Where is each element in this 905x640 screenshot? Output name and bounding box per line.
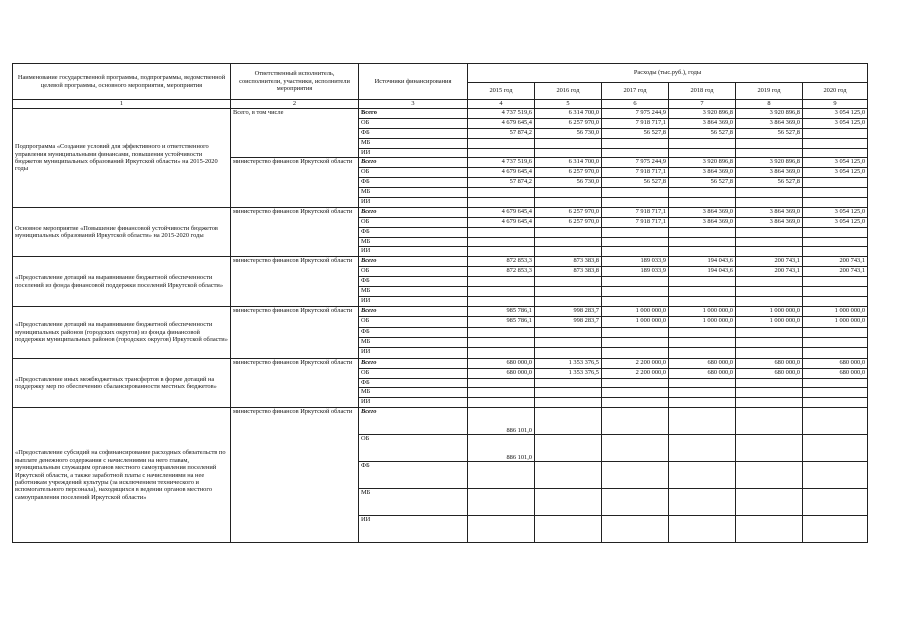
expense-value: [602, 247, 669, 257]
expense-value: 985 786,1: [468, 317, 535, 327]
expense-value: [468, 237, 535, 247]
expense-value: [535, 247, 602, 257]
expense-value: [602, 287, 669, 297]
expense-value: [602, 378, 669, 388]
table-row: [13, 306, 868, 316]
expense-value: 1 000 000,0: [803, 306, 868, 316]
header-year: 2017 год: [602, 83, 669, 100]
expense-value: 3 864 369,0: [669, 217, 736, 227]
expense-value: 1 000 000,0: [669, 306, 736, 316]
executor-name: министерство финансов Иркутской области: [231, 158, 359, 207]
expense-value: [736, 378, 803, 388]
expense-value: [535, 327, 602, 337]
header-year: 2020 год: [803, 83, 868, 100]
expense-value: 3 054 125,0: [803, 109, 868, 119]
expense-value: 1 000 000,0: [736, 306, 803, 316]
column-number: 1: [13, 100, 231, 109]
expense-value: 680 000,0: [468, 358, 535, 368]
expense-value: [803, 227, 868, 237]
expense-value: 680 000,0: [468, 368, 535, 378]
expense-value: 194 043,6: [669, 257, 736, 267]
table-row: [13, 257, 868, 267]
header-year: 2019 год: [736, 83, 803, 100]
expense-value: [535, 398, 602, 408]
expense-value: [602, 489, 669, 516]
expense-value: [669, 198, 736, 208]
funding-source: Всего: [359, 109, 468, 119]
expense-value: 6 314 700,0: [535, 109, 602, 119]
funding-source: ФБ: [359, 462, 468, 489]
expense-value: [535, 287, 602, 297]
expense-value: 4 679 645,4: [468, 217, 535, 227]
expense-value: [468, 247, 535, 257]
executor-name: министерство финансов Иркутской области: [231, 408, 359, 543]
expense-value: [468, 398, 535, 408]
expense-value: [468, 148, 535, 158]
expense-value: [535, 188, 602, 198]
funding-source: ОБ: [359, 168, 468, 178]
header-year: 2015 год: [468, 83, 535, 100]
funding-source: ОБ: [359, 368, 468, 378]
funding-source: Всего: [359, 257, 468, 267]
expense-value: [669, 327, 736, 337]
expense-value: [803, 398, 868, 408]
expense-value: [468, 516, 535, 543]
expense-value: [736, 247, 803, 257]
executor-name: министерство финансов Иркутской области: [231, 306, 359, 358]
table-row: [13, 207, 868, 217]
expense-value: [669, 287, 736, 297]
expense-value: [602, 237, 669, 247]
funding-source: ИИ: [359, 348, 468, 358]
column-number: 7: [669, 100, 736, 109]
expense-value: 680 000,0: [736, 358, 803, 368]
funding-source: ИИ: [359, 148, 468, 158]
expense-value: 3 864 369,0: [736, 168, 803, 178]
expense-value: [468, 198, 535, 208]
expense-value: 1 000 000,0: [602, 317, 669, 327]
expense-value: 998 283,7: [535, 317, 602, 327]
expense-value: 189 033,9: [602, 267, 669, 277]
funding-source: МБ: [359, 237, 468, 247]
expense-value: [736, 296, 803, 306]
column-number: 6: [602, 100, 669, 109]
expense-value: [803, 296, 868, 306]
expense-value: 194 043,6: [669, 267, 736, 277]
funding-source: ФБ: [359, 178, 468, 188]
funding-source: МБ: [359, 489, 468, 516]
expense-value: [468, 138, 535, 148]
expense-value: 985 786,1: [468, 306, 535, 316]
funding-source: ИИ: [359, 198, 468, 208]
expense-value: 7 918 717,1: [602, 217, 669, 227]
expense-value: [803, 462, 868, 489]
table-row: [13, 408, 868, 435]
expense-value: 200 743,1: [736, 267, 803, 277]
expense-value: [468, 287, 535, 297]
expense-value: 7 918 717,1: [602, 168, 669, 178]
expense-value: 56 527,8: [736, 178, 803, 188]
expense-value: [803, 408, 868, 435]
expense-value: [736, 277, 803, 287]
expense-value: [535, 435, 602, 462]
expense-value: [669, 516, 736, 543]
expense-value: 3 054 125,0: [803, 217, 868, 227]
expense-value: 200 743,1: [803, 267, 868, 277]
expense-value: 680 000,0: [736, 368, 803, 378]
expense-value: 680 000,0: [803, 368, 868, 378]
executor-name: Всего, в том числе: [231, 109, 359, 158]
expense-value: [602, 462, 669, 489]
executor-name: министерство финансов Иркутской области: [231, 358, 359, 407]
expense-value: 7 918 717,1: [602, 118, 669, 128]
expense-value: [669, 227, 736, 237]
header-year: 2016 год: [535, 83, 602, 100]
expense-value: 3 864 369,0: [736, 118, 803, 128]
funding-source: ИИ: [359, 247, 468, 257]
expense-value: [803, 337, 868, 347]
expense-value: [535, 462, 602, 489]
expense-value: 3 920 896,8: [669, 109, 736, 119]
expense-value: 2 200 000,0: [602, 368, 669, 378]
expense-value: [803, 348, 868, 358]
expense-value: [669, 247, 736, 257]
expense-value: [602, 348, 669, 358]
expense-value: [803, 237, 868, 247]
expense-value: [535, 277, 602, 287]
expense-value: 3 054 125,0: [803, 158, 868, 168]
expense-value: 7 975 244,9: [602, 109, 669, 119]
expense-value: [602, 327, 669, 337]
funding-source: ОБ: [359, 267, 468, 277]
expense-value: [803, 198, 868, 208]
expense-value: 200 743,1: [803, 257, 868, 267]
expense-value: [535, 516, 602, 543]
expense-value: 6 257 970,0: [535, 168, 602, 178]
expense-value: [602, 138, 669, 148]
budget-table: [12, 63, 868, 543]
expense-value: [803, 247, 868, 257]
expense-value: 3 864 369,0: [736, 207, 803, 217]
expense-value: 200 743,1: [736, 257, 803, 267]
expense-value: [803, 388, 868, 398]
expense-value: [736, 148, 803, 158]
expense-value: [602, 435, 669, 462]
expense-value: [803, 489, 868, 516]
expense-value: [669, 462, 736, 489]
funding-source: Всего: [359, 207, 468, 217]
funding-source: Всего: [359, 158, 468, 168]
expense-value: [736, 516, 803, 543]
expense-value: [669, 398, 736, 408]
funding-source: ФБ: [359, 378, 468, 388]
expense-value: [602, 277, 669, 287]
funding-source: ИИ: [359, 296, 468, 306]
funding-source: ФБ: [359, 277, 468, 287]
expense-value: [602, 227, 669, 237]
expense-value: [535, 237, 602, 247]
expense-value: [535, 138, 602, 148]
expense-value: [669, 435, 736, 462]
program-name: «Предоставление дотаций на выравнивание бюджетной обеспеченности муниципальных районов (городских округов) из фонда финансовой поддержки муниципальных районов (городских округов) Иркутской области»: [13, 306, 231, 358]
executor-name: министерство финансов Иркутской области: [231, 257, 359, 306]
funding-source: МБ: [359, 138, 468, 148]
expense-value: [468, 348, 535, 358]
funding-source: Всего: [359, 306, 468, 316]
expense-value: 3 864 369,0: [669, 207, 736, 217]
expense-value: 872 853,3: [468, 267, 535, 277]
expense-value: [535, 337, 602, 347]
expense-value: 3 920 896,8: [669, 158, 736, 168]
expense-value: [669, 408, 736, 435]
funding-source: МБ: [359, 337, 468, 347]
expense-value: [468, 462, 535, 489]
expense-value: [468, 188, 535, 198]
expense-value: 3 054 125,0: [803, 207, 868, 217]
expense-value: 6 257 970,0: [535, 207, 602, 217]
expense-value: 873 383,8: [535, 267, 602, 277]
expense-value: 3 864 369,0: [736, 217, 803, 227]
expense-value: 886 101,0: [468, 408, 535, 435]
expense-value: [669, 296, 736, 306]
expense-value: [803, 327, 868, 337]
expense-value: 3 864 369,0: [669, 118, 736, 128]
funding-source: ОБ: [359, 217, 468, 227]
expense-value: 4 737 519,6: [468, 109, 535, 119]
funding-source: ИИ: [359, 516, 468, 543]
expense-value: 2 200 000,0: [602, 358, 669, 368]
expense-value: 1 353 376,5: [535, 368, 602, 378]
column-number: 5: [535, 100, 602, 109]
expense-value: [803, 128, 868, 138]
column-number: 2: [231, 100, 359, 109]
expense-value: 4 679 645,4: [468, 207, 535, 217]
expense-value: [736, 198, 803, 208]
expense-value: 56 527,8: [602, 128, 669, 138]
expense-value: 3 864 369,0: [669, 168, 736, 178]
expense-value: 7 918 717,1: [602, 207, 669, 217]
expense-value: [535, 348, 602, 358]
expense-value: 680 000,0: [669, 368, 736, 378]
expense-value: 56 730,0: [535, 128, 602, 138]
expense-value: [468, 227, 535, 237]
expense-value: 680 000,0: [669, 358, 736, 368]
table-row: [13, 109, 868, 119]
expense-value: [535, 408, 602, 435]
header-sources: Источники финансирования: [359, 64, 468, 100]
expense-value: 56 527,8: [669, 178, 736, 188]
program-name: «Предоставление субсидий на софинансирование расходных обязательств по выплате денежного содержания с начислениями на него главам, муниципальным служащим органов местного самоуправления поселений Иркутской области, а также заработной платы с начислениями на нее работникам учреждений культуры (за исключением технического и вспомогательного персонала), находящихся в ведении органов местного самоуправления поселений Иркутской области»: [13, 408, 231, 543]
expense-value: 886 101,0: [468, 435, 535, 462]
expense-value: [669, 138, 736, 148]
expense-value: [736, 388, 803, 398]
expense-value: [535, 388, 602, 398]
expense-value: [803, 178, 868, 188]
expense-value: [535, 489, 602, 516]
expense-value: [468, 337, 535, 347]
expense-value: 4 737 519,6: [468, 158, 535, 168]
expense-value: 3 920 896,8: [736, 158, 803, 168]
expense-value: 57 874,2: [468, 128, 535, 138]
column-number: 9: [803, 100, 868, 109]
expense-value: 3 054 125,0: [803, 118, 868, 128]
expense-value: [736, 237, 803, 247]
expense-value: [736, 408, 803, 435]
expense-value: 6 257 970,0: [535, 217, 602, 227]
expense-value: 57 874,2: [468, 178, 535, 188]
expense-value: 56 527,8: [736, 128, 803, 138]
header-year: 2018 год: [669, 83, 736, 100]
expense-value: [602, 188, 669, 198]
table-body: [13, 64, 868, 543]
expense-value: [602, 516, 669, 543]
funding-source: ИИ: [359, 398, 468, 408]
expense-value: 1 000 000,0: [669, 317, 736, 327]
expense-value: [736, 348, 803, 358]
expense-value: [602, 408, 669, 435]
expense-value: [736, 462, 803, 489]
expense-value: 998 283,7: [535, 306, 602, 316]
program-name: «Предоставление дотаций на выравнивание бюджетной обеспеченности поселений из фонда финансовой поддержки поселений Иркутской области»: [13, 257, 231, 306]
expense-value: [736, 188, 803, 198]
expense-value: 872 853,3: [468, 257, 535, 267]
expense-value: 189 033,9: [602, 257, 669, 267]
funding-source: МБ: [359, 188, 468, 198]
column-number: 4: [468, 100, 535, 109]
expense-value: [669, 188, 736, 198]
expense-value: [736, 398, 803, 408]
expense-value: [669, 489, 736, 516]
expense-value: 56 730,0: [535, 178, 602, 188]
expense-value: 3 920 896,8: [736, 109, 803, 119]
expense-value: [535, 198, 602, 208]
expense-value: 6 314 700,0: [535, 158, 602, 168]
expense-value: 1 000 000,0: [736, 317, 803, 327]
expense-value: [736, 138, 803, 148]
expense-value: [736, 489, 803, 516]
expense-value: [669, 348, 736, 358]
expense-value: [602, 198, 669, 208]
column-number: 3: [359, 100, 468, 109]
expense-value: [803, 138, 868, 148]
expense-value: [468, 378, 535, 388]
expense-value: 4 679 645,4: [468, 118, 535, 128]
funding-source: ФБ: [359, 227, 468, 237]
expense-value: 6 257 970,0: [535, 118, 602, 128]
funding-source: ФБ: [359, 128, 468, 138]
header-expenses: Расходы (тыс.руб.), годы: [468, 64, 868, 83]
expense-value: [736, 227, 803, 237]
header-program: Наименование государственной программы, подпрограммы, ведомственной целевой программы, основного мероприятия, мероприятия: [13, 64, 231, 100]
program-name: Основное мероприятие «Повышение финансовой устойчивости бюджетов муниципальных образований Иркутской области» на 2015-2020 годы: [13, 207, 231, 256]
expense-value: [468, 327, 535, 337]
funding-source: МБ: [359, 388, 468, 398]
expense-value: [669, 378, 736, 388]
expense-value: 56 527,8: [602, 178, 669, 188]
expense-value: [468, 277, 535, 287]
funding-source: ОБ: [359, 317, 468, 327]
expense-value: [803, 287, 868, 297]
expense-value: 3 054 125,0: [803, 168, 868, 178]
expense-value: [535, 227, 602, 237]
expense-value: [736, 287, 803, 297]
expense-value: [468, 296, 535, 306]
expense-value: [468, 489, 535, 516]
expense-value: [468, 388, 535, 398]
expense-value: [602, 398, 669, 408]
expense-value: [803, 378, 868, 388]
expense-value: [736, 337, 803, 347]
expense-value: [602, 296, 669, 306]
expense-value: 1 000 000,0: [803, 317, 868, 327]
executor-name: министерство финансов Иркутской области: [231, 207, 359, 256]
expense-value: [535, 378, 602, 388]
program-name: «Предоставление иных межбюджетных трансфертов в форме дотаций на поддержку мер по обеспечению сбалансированности местных бюджетов»: [13, 358, 231, 407]
expense-value: [736, 435, 803, 462]
expense-value: [535, 148, 602, 158]
expense-value: [736, 327, 803, 337]
expense-value: [669, 337, 736, 347]
header-executor: Ответственный исполнитель, соисполнители, участники, исполнители мероприятия: [231, 64, 359, 100]
expense-value: [803, 148, 868, 158]
funding-source: ОБ: [359, 118, 468, 128]
expense-value: 4 679 645,4: [468, 168, 535, 178]
expense-value: [669, 388, 736, 398]
table-row: [13, 358, 868, 368]
funding-source: ОБ: [359, 435, 468, 462]
expense-value: [803, 435, 868, 462]
funding-source: ФБ: [359, 327, 468, 337]
expense-value: [669, 148, 736, 158]
expense-value: [602, 148, 669, 158]
expense-value: 1 353 376,5: [535, 358, 602, 368]
expense-value: 873 383,8: [535, 257, 602, 267]
program-name: Подпрограмма «Создание условий для эффективного и ответственного управления муниципальными финансами, повышения устойчивости бюджетов муниципальных образований Иркутской области» на 2015-2020 годы: [13, 109, 231, 208]
funding-source: МБ: [359, 287, 468, 297]
expense-value: [803, 277, 868, 287]
expense-value: 7 975 244,9: [602, 158, 669, 168]
expense-value: 56 527,8: [669, 128, 736, 138]
expense-value: [669, 277, 736, 287]
funding-source: Всего: [359, 358, 468, 368]
expense-value: [803, 188, 868, 198]
expense-value: [602, 388, 669, 398]
expense-value: 680 000,0: [803, 358, 868, 368]
expense-value: [803, 516, 868, 543]
expense-value: [602, 337, 669, 347]
expense-value: [535, 296, 602, 306]
funding-source: Всего: [359, 408, 468, 435]
expense-value: 1 000 000,0: [602, 306, 669, 316]
column-number: 8: [736, 100, 803, 109]
expense-value: [669, 237, 736, 247]
